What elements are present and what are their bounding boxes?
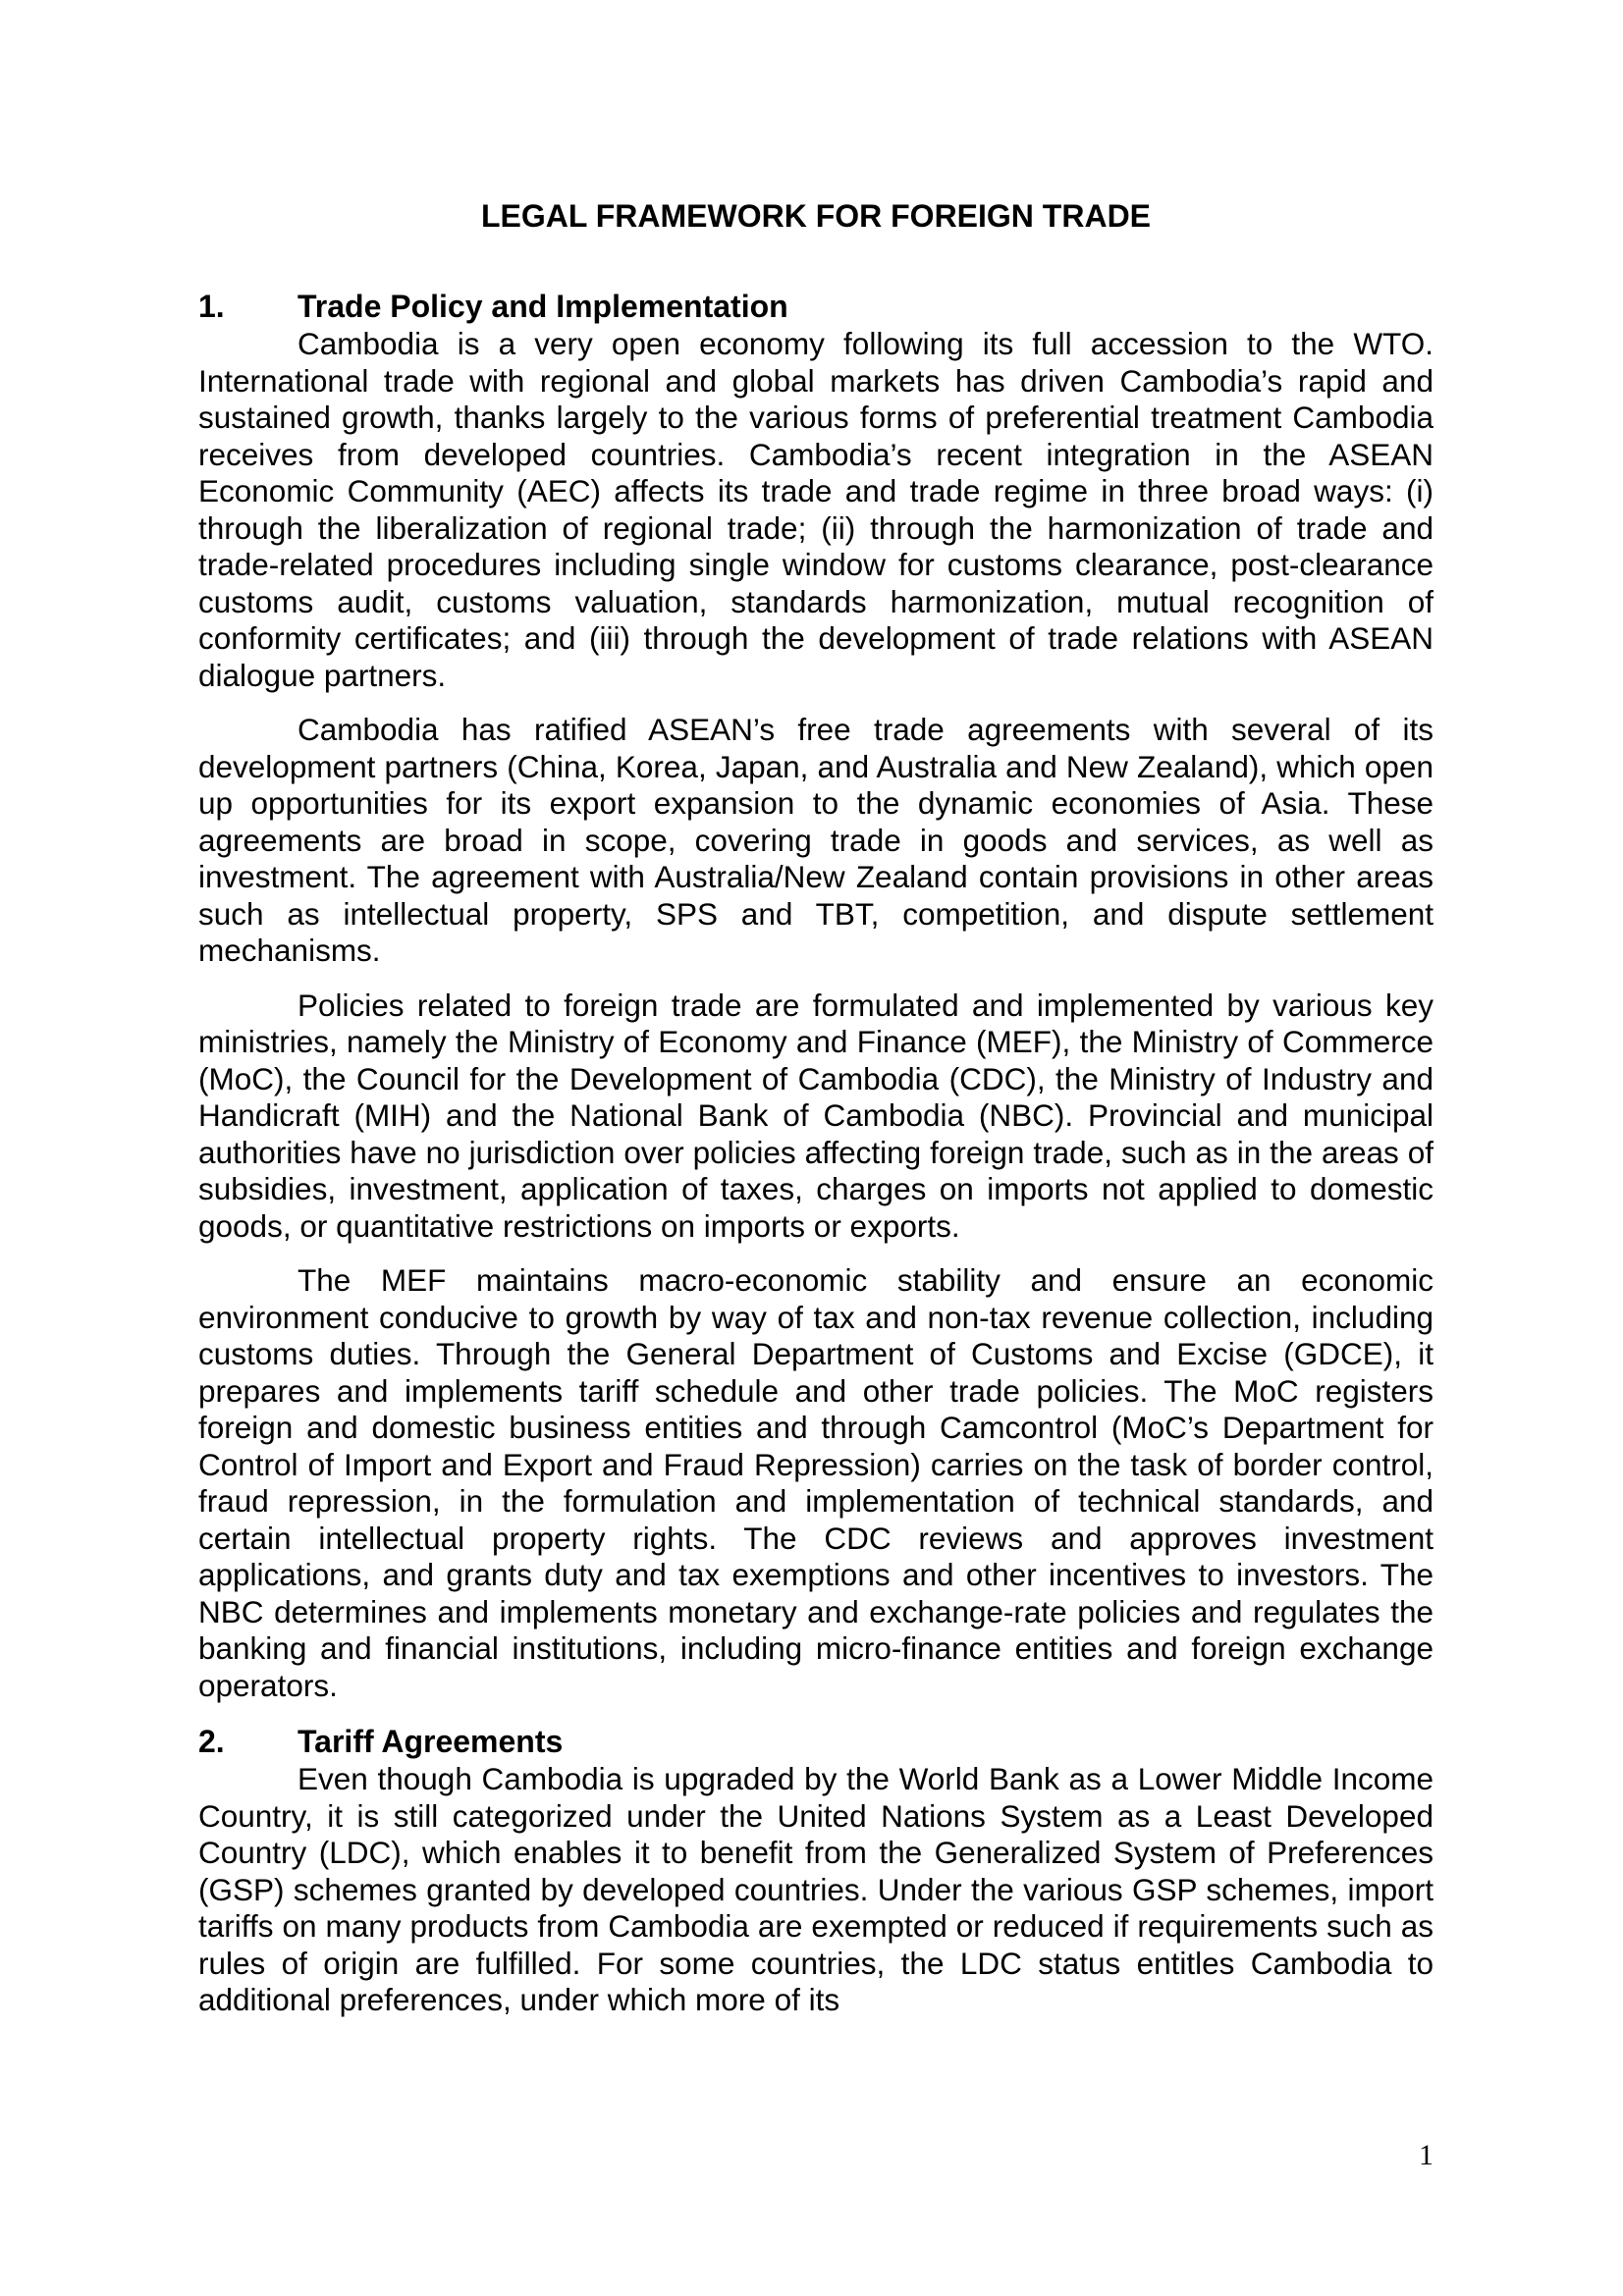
- paragraph: Cambodia is a very open economy following its full accession to the WTO. International trade with regional and global markets has driven Cambodia’s rapid and sustained growth, thanks largely to the various forms of preferential treatment Cambodia receives from developed countries. Cambodia’s recent integration in the ASEAN Economic Community (AEC) affects its trade and trade regime in three broad ways: (i) through the liberalization of regional trade; (ii) through the harmonization of trade and trade-related procedures including single window for customs clearance, post-clearance customs audit, customs valuation, standards harmonization, mutual recognition of conformity certificates; and (iii) through the development of trade relations with ASEAN dialogue partners.: [198, 326, 1434, 693]
- paragraph: The MEF maintains macro-economic stability and ensure an economic environment conducive to growth by way of tax and non-tax revenue collection, including customs duties. Through the General Department of Customs and Excise (GDCE), it prepares and implements tariff schedule and other trade policies. The MoC registers foreign and domestic business entities and through Camcontrol (MoC’s Department for Control of Import and Export and Fraud Repression) carries on the task of border control, fraud repression, in the formulation and implementation of technical standards, and certain intellectual property rights. The CDC reviews and approves investment applications, and grants duty and tax exemptions and other incentives to investors. The NBC determines and implements monetary and exchange-rate policies and regulates the banking and financial institutions, including micro-finance entities and foreign exchange operators.: [198, 1262, 1434, 1703]
- paragraph: Cambodia has ratified ASEAN’s free trade agreements with several of its development partners (China, Korea, Japan, and Australia and New Zealand), which open up opportunities for its export expansion to the dynamic economies of Asia. These agreements are broad in scope, covering trade in goods and services, as well as investment. The agreement with Australia/New Zealand contain provisions in other areas such as intellectual property, SPS and TBT, competition, and dispute settlement mechanisms.: [198, 712, 1434, 968]
- section-number: 1.: [198, 289, 225, 324]
- section-number: 2.: [198, 1724, 225, 1759]
- paragraph: Even though Cambodia is upgraded by the World Bank as a Lower Middle Income Country, it is still categorized under the United Nations System as a Least Developed Country (LDC), which enables it to benefit from the Generalized System of Preferences (GSP) schemes granted by developed countries. Under the various GSP schemes, import tariffs on many products from Cambodia are exempted or reduced if requirements such as rules of origin are fulfilled. For some countries, the LDC status entitles Cambodia to additional preferences, under which more of its: [198, 1761, 1434, 2017]
- section-heading-tariff-agreements: [198, 1722, 1434, 1761]
- section-heading-trade-policy: [198, 287, 1434, 326]
- section-title: Tariff Agreements: [298, 1724, 564, 1759]
- page-content: [198, 196, 1434, 2037]
- page-number: 1: [1419, 2139, 1434, 2171]
- paragraph: Policies related to foreign trade are formulated and implemented by various key ministries, namely the Ministry of Economy and Finance (MEF), the Ministry of Commerce (MoC), the Council for the Development of Cambodia (CDC), the Ministry of Industry and Handicraft (MIH) and the National Bank of Cambodia (NBC). Provincial and municipal authorities have no jurisdiction over policies affecting foreign trade, such as in the areas of subsidies, investment, application of taxes, charges on imports not applied to domestic goods, or quantitative restrictions on imports or exports.: [198, 987, 1434, 1244]
- section-title: Trade Policy and Implementation: [298, 289, 788, 324]
- document-title: LEGAL FRAMEWORK FOR FOREIGN TRADE: [480, 198, 1152, 234]
